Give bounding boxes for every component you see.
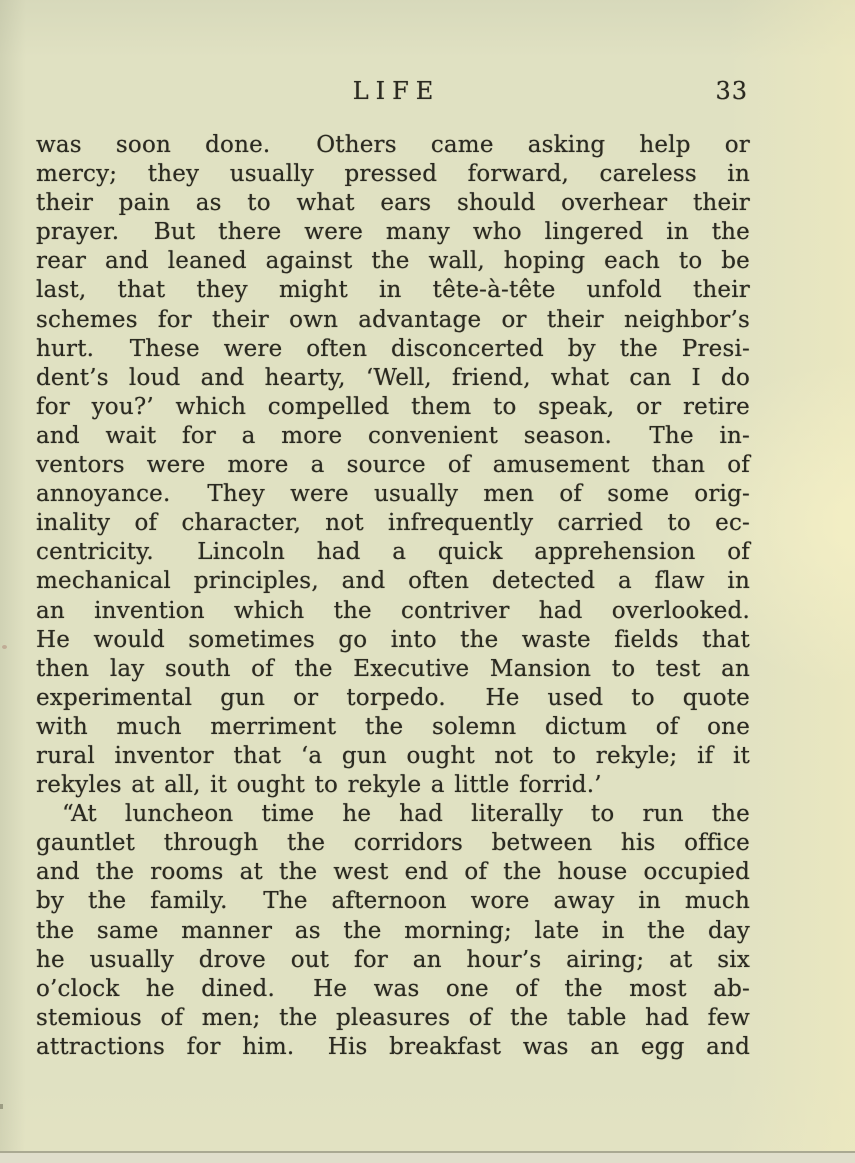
text-line: mercy; they usually pressed forward, careless in <box>36 161 750 188</box>
text-line: rekyles at all, it ought to rekyle a little forrid.’ <box>36 772 602 799</box>
text-line: ventors were more a source of amusement than of <box>36 452 750 479</box>
text-line: hurt. These were often disconcerted by the Presi- <box>36 335 750 362</box>
text-line: was soon done. Others came asking help or <box>36 132 750 158</box>
text-line: schemes for their own advantage or their neighbor’s <box>36 306 750 333</box>
text-line: last, that they might in tête-à-tête unfold their <box>36 277 750 304</box>
text-line: He would sometimes go into the waste fields that <box>36 626 750 653</box>
text-line: mechanical principles, and often detected a flaw in <box>36 568 750 595</box>
text-line: inality of character, not infrequently carried to ec- <box>36 510 750 537</box>
text-line: gauntlet through the corridors between his office <box>36 830 750 857</box>
paper-speck <box>2 645 7 649</box>
text-line: their pain as to what ears should overhear their <box>36 190 750 217</box>
text-line: “At luncheon time he had literally to run the <box>62 801 750 828</box>
text-line: o’clock he dined. He was one of the most ab- <box>36 975 750 1002</box>
text-line: dent’s loud and hearty, ‘Well, friend, what can I do <box>36 364 750 391</box>
body-text <box>36 131 750 1062</box>
text-line: experimental gun or torpedo. He used to quote <box>36 684 750 711</box>
text-line: the same manner as the morning; late in the day <box>36 917 750 944</box>
text-line: attractions for him. His breakfast was an egg and <box>36 1033 750 1060</box>
text-line: then lay south of the Executive Mansion to test an <box>36 655 750 682</box>
text-line: stemious of men; the pleasures of the table had few <box>36 1004 750 1031</box>
text-line: rural inventor that ‘a gun ought not to rekyle; if it <box>36 742 750 769</box>
running-head-title: LIFE <box>352 77 441 105</box>
text-line: centricity. Lincoln had a quick apprehension of <box>36 539 750 566</box>
text-line: and the rooms at the west end of the house occupied <box>36 859 750 886</box>
page-header <box>36 77 750 107</box>
text-line: with much merriment the solemn dictum of one <box>36 713 750 740</box>
page-number: 33 <box>715 77 748 105</box>
paper-speck <box>0 1104 3 1109</box>
text-line: he usually drove out for an hour’s airing; at six <box>36 946 750 973</box>
text-line: an invention which the contriver had overlooked. <box>36 597 750 624</box>
text-line: by the family. The afternoon wore away in much <box>36 888 750 915</box>
text-line: and wait for a more convenient season. The in- <box>36 422 750 449</box>
text-line: prayer. But there were many who lingered in the <box>36 219 750 246</box>
text-line: for you?’ which compelled them to speak, or retire <box>36 393 750 420</box>
page-bottom-edge <box>0 1151 855 1163</box>
text-line: annoyance. They were usually men of some orig- <box>36 481 750 508</box>
text-line: rear and leaned against the wall, hoping each to be <box>36 248 750 275</box>
